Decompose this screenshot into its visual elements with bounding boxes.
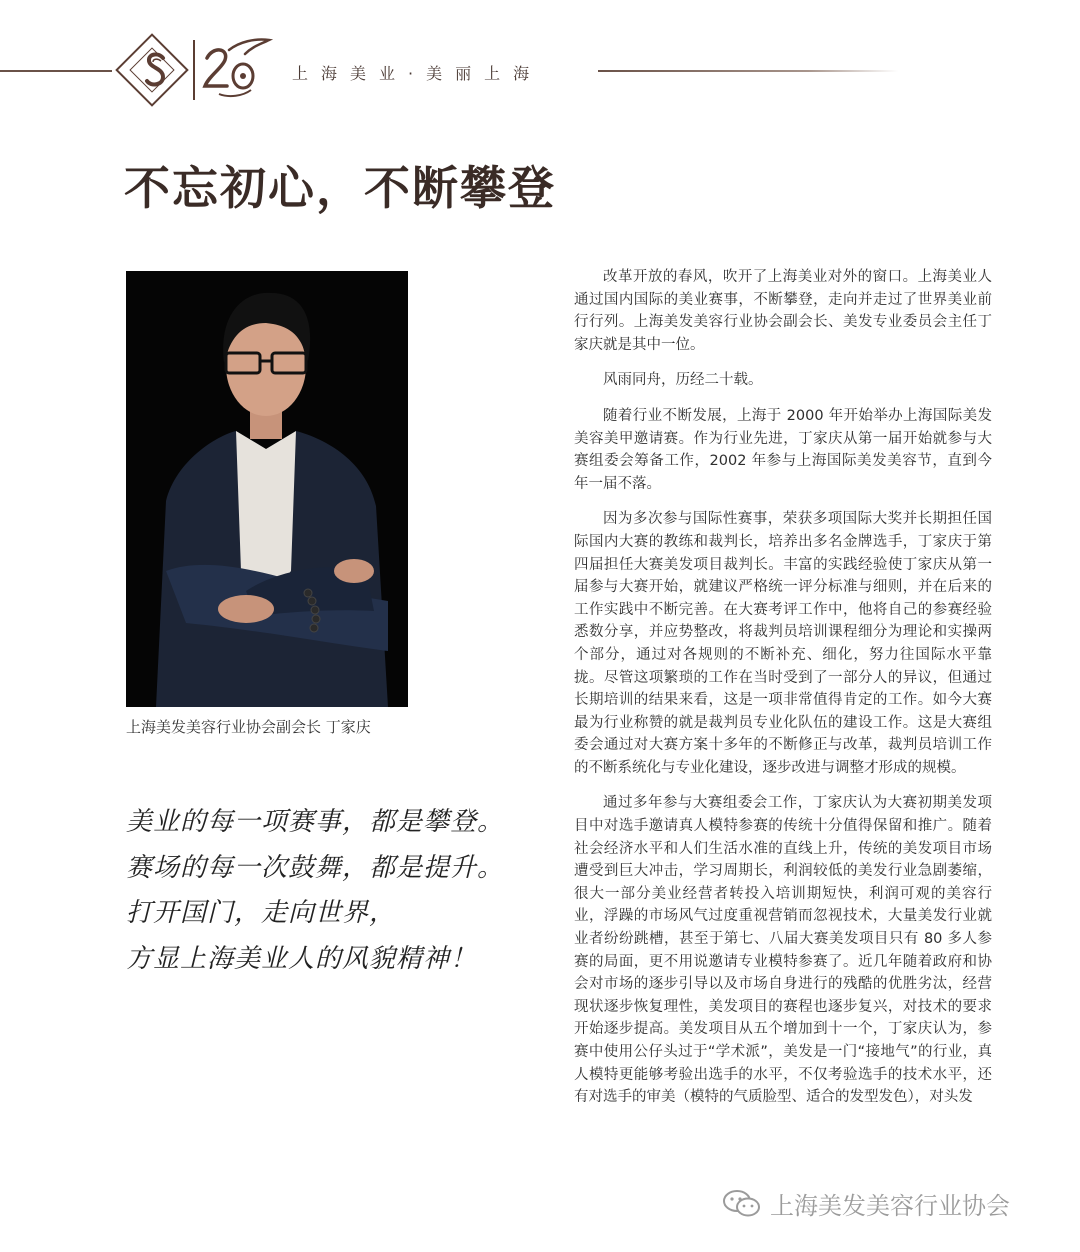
article-paragraph: 通过多年参与大赛组委会工作，丁家庆认为大赛初期美发项目中对选手邀请真人模特参赛的传统十分值得保留和推广。随着社会经济水平和人们生活水准的直线上升，传统的美发项目市场遭受到巨大冲击，学习周期长，利润较低的美发行业急剧萎缩，很大一部分美业经营者转投入培训期短快，利润可观的美容行业，浮躁的市场风气过度重视营销而忽视技术，大量美发行业就业者纷纷跳槽，甚至于第七、八届大赛美发项目只有 80 多人参赛的局面，更不用说邀请专业模特参赛了。近几年随着政府和协会对市场的逐步引导以及市场自身进行的残酷的优胜劣汰，经营现状逐步恢复理性，美发项目的赛程也逐步复兴，对技术的要求开始逐步提高。美发项目从五个增加到十一个，丁家庆认为，参赛中使用公仔头过于“学术派”，美发是一门“接地气”的行业，真人模特更能够考验出选手的水平，不仅考验选手的技术水平，还有对选手的审美（模特的气质脸型、适合的发型发色），对头发 <box>574 795 992 1106</box>
header-tagline: 上海美业·美丽上海 <box>292 64 543 83</box>
article-paragraph: 改革开放的春风，吹开了上海美业对外的窗口。上海美业人通过国内国际的美业赛事，不断攀登，走向并走过了世界美业前行行列。上海美发美容行业协会副会长、美发专业委员会主任丁家庆就是其中一位。 <box>574 269 992 353</box>
calligraphy-quote <box>126 800 526 982</box>
article-paragraph: 风雨同舟，历经二十载。 <box>603 372 763 389</box>
logo-separator <box>193 40 195 100</box>
association-s-logo-icon <box>136 46 176 96</box>
wechat-watermark <box>722 1186 1010 1221</box>
header-rule-right <box>598 70 898 72</box>
wechat-icon <box>722 1188 762 1220</box>
article-body <box>574 266 992 1122</box>
thirty-anniversary-logo-icon <box>199 36 275 102</box>
article-title: 不忘初心，不断攀登 <box>124 161 556 215</box>
calligraphy-line: 打开国门，走向世界， <box>126 898 397 928</box>
photo-caption: 上海美发美容行业协会副会长 丁家庆 <box>126 718 371 736</box>
article-paragraph: 因为多次参与国际性赛事，荣获多项国际大奖并长期担任国际国内大赛的教练和裁判长，培养出多名金牌选手，丁家庆于第四届担任大赛美发项目裁判长。丰富的实践经验使丁家庆从第一届参与大赛开始，就建议严格统一评分标准与细则，并在后来的工作实践中不断完善。在大赛考评工作中，他将自己的参赛经验悉数分享，并应势整改，将裁判员培训课程细分为理论和实操两个部分，通过对各规则的不断补充、细化，努力往国际水平靠拢。尽管这项繁琐的工作在当时受到了一部分人的异议，但通过长期培训的结果来看，这是一项非常值得肯定的工作。如今大赛最为行业称赞的就是裁判员专业化队伍的建设工作。这是大赛组委会通过对大赛方案十多年的不断修正与改革，裁判员培训工作的不断系统化与专业化建设，逐步改进与调整才形成的规模。 <box>574 511 992 776</box>
calligraphy-line: 赛场的每一次鼓舞，都是提升。 <box>126 852 505 883</box>
calligraphy-line: 美业的每一项赛事，都是攀登。 <box>126 807 505 837</box>
article-paragraph: 随着行业不断发展，上海于 2000 年开始举办上海国际美发美容美甲邀请赛。作为行业先进，丁家庆从第一届开始就参与大赛组委会筹备工作，2002 年参与上海国际美发美容节，直到今年一届不落。 <box>574 407 992 492</box>
watermark-text: 上海美发美容行业协会 <box>770 1192 1010 1220</box>
calligraphy-line: 方显上海美业人的风貌精神！ <box>126 943 478 974</box>
header-rule-left <box>0 70 112 72</box>
portrait-photo <box>126 271 408 707</box>
